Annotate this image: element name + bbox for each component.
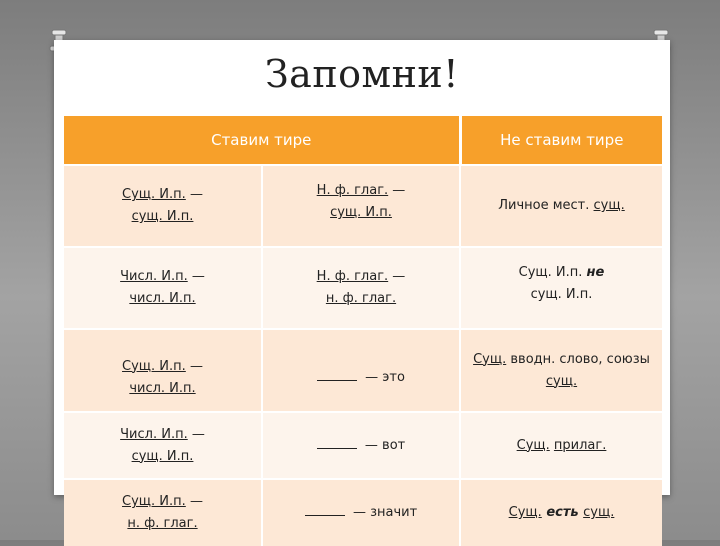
header-dash: Ставим тире <box>64 116 460 165</box>
table-cell <box>460 165 662 247</box>
table-cell <box>460 329 662 412</box>
table-cell <box>460 479 662 546</box>
cell-text: — вот <box>360 437 406 453</box>
cell-text: Числ. И.п. <box>120 269 188 284</box>
table-cell <box>64 412 262 479</box>
cell-text: н. ф. глаг. <box>325 291 397 306</box>
blank-line <box>317 436 357 449</box>
cell-text: Сущ. И.п. <box>518 265 587 280</box>
cell-text: н. ф. глаг. <box>127 516 198 531</box>
table-row <box>64 412 662 479</box>
cell-text: Личное мест. <box>498 198 590 213</box>
table-cell <box>64 479 262 546</box>
table-cell <box>262 329 460 412</box>
header-no-dash: Не ставим тире <box>460 116 662 165</box>
cell-text: сущ. <box>593 198 625 213</box>
table-cell <box>460 412 662 479</box>
cell-text: — <box>388 183 406 198</box>
cell-text: — <box>185 358 203 374</box>
table-cell <box>262 165 460 247</box>
cell-text: числ. И.п. <box>129 380 196 396</box>
table-cell <box>262 479 460 546</box>
cell-text: Н. ф. глаг. <box>316 269 389 284</box>
cell-text: сущ. <box>583 505 615 520</box>
cell-text: прилаг. <box>553 437 607 453</box>
table-cell <box>64 165 262 247</box>
cell-text: Сущ. И.п. <box>122 187 186 202</box>
cell-text: Н. ф. глаг. <box>316 183 389 198</box>
cell-text: — <box>388 269 406 284</box>
cell-text: Сущ. И.п. <box>122 494 186 509</box>
table-row <box>64 329 662 412</box>
cell-text: вводн. слово, союзы <box>506 351 650 367</box>
blank-line <box>305 503 345 516</box>
cell-text: сущ. <box>545 373 578 389</box>
table-cell <box>64 247 262 329</box>
cell-text: сущ. И.п. <box>131 448 194 464</box>
cell-text: — <box>187 426 205 442</box>
cell-text: сущ. И.п. <box>330 205 392 220</box>
cell-text: Сущ. И.п. <box>122 358 186 374</box>
cell-text: Сущ. <box>508 505 542 520</box>
table-cell <box>64 329 262 412</box>
table-cell <box>262 412 460 479</box>
table-row <box>64 479 662 546</box>
slide-title: Запомни! <box>264 52 460 96</box>
cell-text: не <box>586 265 605 280</box>
table-row <box>64 247 662 329</box>
cell-text: — <box>185 187 203 202</box>
cell-text: числ. И.п. <box>129 291 196 306</box>
cell-text: — значит <box>348 505 418 520</box>
cell-text: Сущ. <box>473 351 507 367</box>
cell-text: Числ. И.п. <box>120 426 188 442</box>
blank-line <box>317 368 357 381</box>
cell-text: — <box>187 269 205 284</box>
cell-text: Сущ. <box>516 437 550 453</box>
table-cell <box>262 247 460 329</box>
rules-table <box>64 116 662 546</box>
cell-text: есть <box>541 505 584 520</box>
table-cell <box>460 247 662 329</box>
cell-text: — это <box>361 369 405 385</box>
cell-text: — <box>185 494 203 509</box>
cell-text: сущ. И.п. <box>131 209 194 224</box>
cell-text: сущ. И.п. <box>530 287 593 302</box>
table-row <box>64 165 662 247</box>
